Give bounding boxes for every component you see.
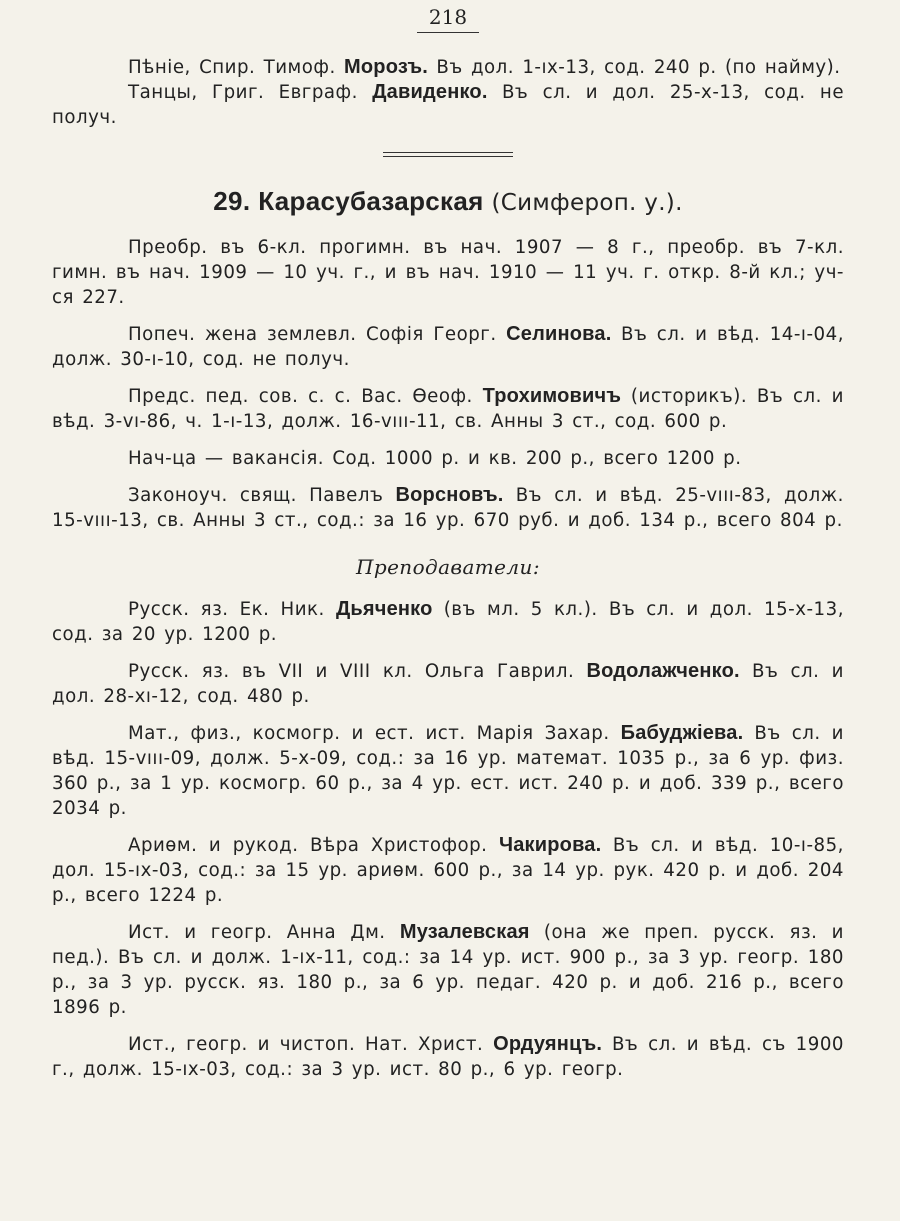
entry-text: Предс. пед. сов. с. с. Вас. Ѳеоф. [128,386,473,407]
entry-paragraph [52,446,844,471]
entry-text: Въ сл. и вѣд. 15-vııı-09, долж. 5-х-09, сод.: за 16 ур. математ. 1035 р., за 6 ур. физ. 360 р., за 1 ур. космогр. 60 р., за 4 ур. ест. ист. 240 р. и доб. 339 р., всего 2034 р. [52,723,844,819]
entry-paragraph [52,597,844,647]
person-name: Ворсновъ. [395,484,504,506]
entry-text: Въ сл. и дол. 28-хı-12, сод. 480 р. [52,661,844,707]
entry-paragraph [52,483,844,533]
entry-paragraph [52,80,844,130]
entry-text: Въ сл. и вѣд. съ 1900 г., долж. 15-ıх-03, сод.: за 3 ур. ист. 80 р., 6 ур. геогр. [52,1034,844,1080]
entry-paragraph [52,1032,844,1082]
entry-text: Нач-ца — вакансія. Сод. 1000 р. и кв. 200 р., всего 1200 р. [128,448,742,469]
person-name: Морозъ. [344,56,429,78]
entry-text: Въ сл. и дол. 25-х-13, сод. не получ. [52,82,845,128]
section-subtitle: (Симфероп. у.). [491,190,683,216]
person-name: Давиденко. [372,81,488,103]
entry-paragraph [52,384,844,434]
entry-text: Русск. яз. Ек. Ник. [128,599,325,620]
entry-text: Законоуч. свящ. Павелъ [128,485,384,506]
entry-paragraph [52,920,844,1020]
entry-text: Танцы, Григ. Евграф. [128,82,358,103]
person-name: Музалевская [399,921,530,943]
entry-text: Преобр. въ 6-кл. прогимн. въ нач. 1907 — 8 г., преобр. въ 7-кл. гимн. въ нач. 1909 — 10 уч. г., и въ нач. 1910 — 11 уч. г. откр. 8-й кл.; уч-ся 227. [52,237,844,308]
section-number: 29. [213,186,251,216]
person-name: Селинова. [506,323,612,345]
entry-text: Въ сл. и вѣд. 10-ı-85, дол. 15-ıх-03, сод.: за 15 ур. ариѳм. 600 р., за 14 ур. рук. 420 р. и доб. 204 р., всего 1224 р. [52,835,844,906]
entry-text: Попеч. жена землевл. Софія Георг. [128,324,497,345]
entry-text: Мат., физ., космогр. и ест. ист. Марія Захар. [128,723,610,744]
page-number: 218 [428,5,468,29]
entry-text: Ариѳм. и рукод. Вѣра Христофор. [128,835,488,856]
person-name: Ордуянцъ. [493,1033,603,1055]
entry-paragraph [52,235,844,310]
entry-text: Русск. яз. въ VII и VIII кл. Ольга Гаврил. [128,661,575,682]
entry-text: Въ сл. и вѣд. 14-ı-04, долж. 30-ı-10, сод. не получ. [52,324,844,370]
entry-paragraph [52,721,844,821]
teachers-subheading: Преподаватели: [356,555,540,579]
entry-paragraph [52,833,844,908]
entry-text: (историкъ). Въ сл. и вѣд. 3-vı-86, ч. 1-ı-13, долж. 16-vııı-11, св. Анны 3 ст., сод. 600 р. [52,386,844,432]
entry-text: Ист., геогр. и чистоп. Нат. Христ. [128,1034,484,1055]
entry-text: (въ мл. 5 кл.). Въ сл. и дол. 15-х-13, сод. за 20 ур. 1200 р. [52,599,844,645]
person-name: Водолажченко. [586,660,740,682]
entry-paragraph [52,55,844,80]
section-divider [383,152,513,157]
entry-text: Пѣніе, Спир. Тимоф. [128,57,336,78]
section-heading [52,181,844,221]
person-name: Трохимовичъ [482,385,622,407]
person-name: Бабуджіева. [620,722,744,744]
person-name: Дьяченко [335,598,433,620]
entry-text: Въ сл. и вѣд. 25-vııı-83, долж. 15-vııı-13, св. Анны 3 ст., сод.: за 16 ур. 670 руб. и доб. 134 р., всего 804 р. [52,485,844,531]
entry-paragraph [52,659,844,709]
entry-text: (она же преп. русск. яз. и пед.). Въ сл. и долж. 1-ıх-11, сод.: за 14 ур. ист. 900 р., за 3 ур. геогр. 180 р., за 3 ур. русск. яз. 180 р., за 6 ур. педаг. 420 р. и доб. 216 р., всего 1896 р. [52,922,844,1018]
entry-paragraph [52,322,844,372]
entry-text: Въ дол. 1-ıх-13, сод. 240 р. (по найму). [436,57,841,78]
section-name: Карасубазарская [258,186,484,216]
entry-text: Ист. и геогр. Анна Дм. [128,922,386,943]
person-name: Чакирова. [498,834,602,856]
